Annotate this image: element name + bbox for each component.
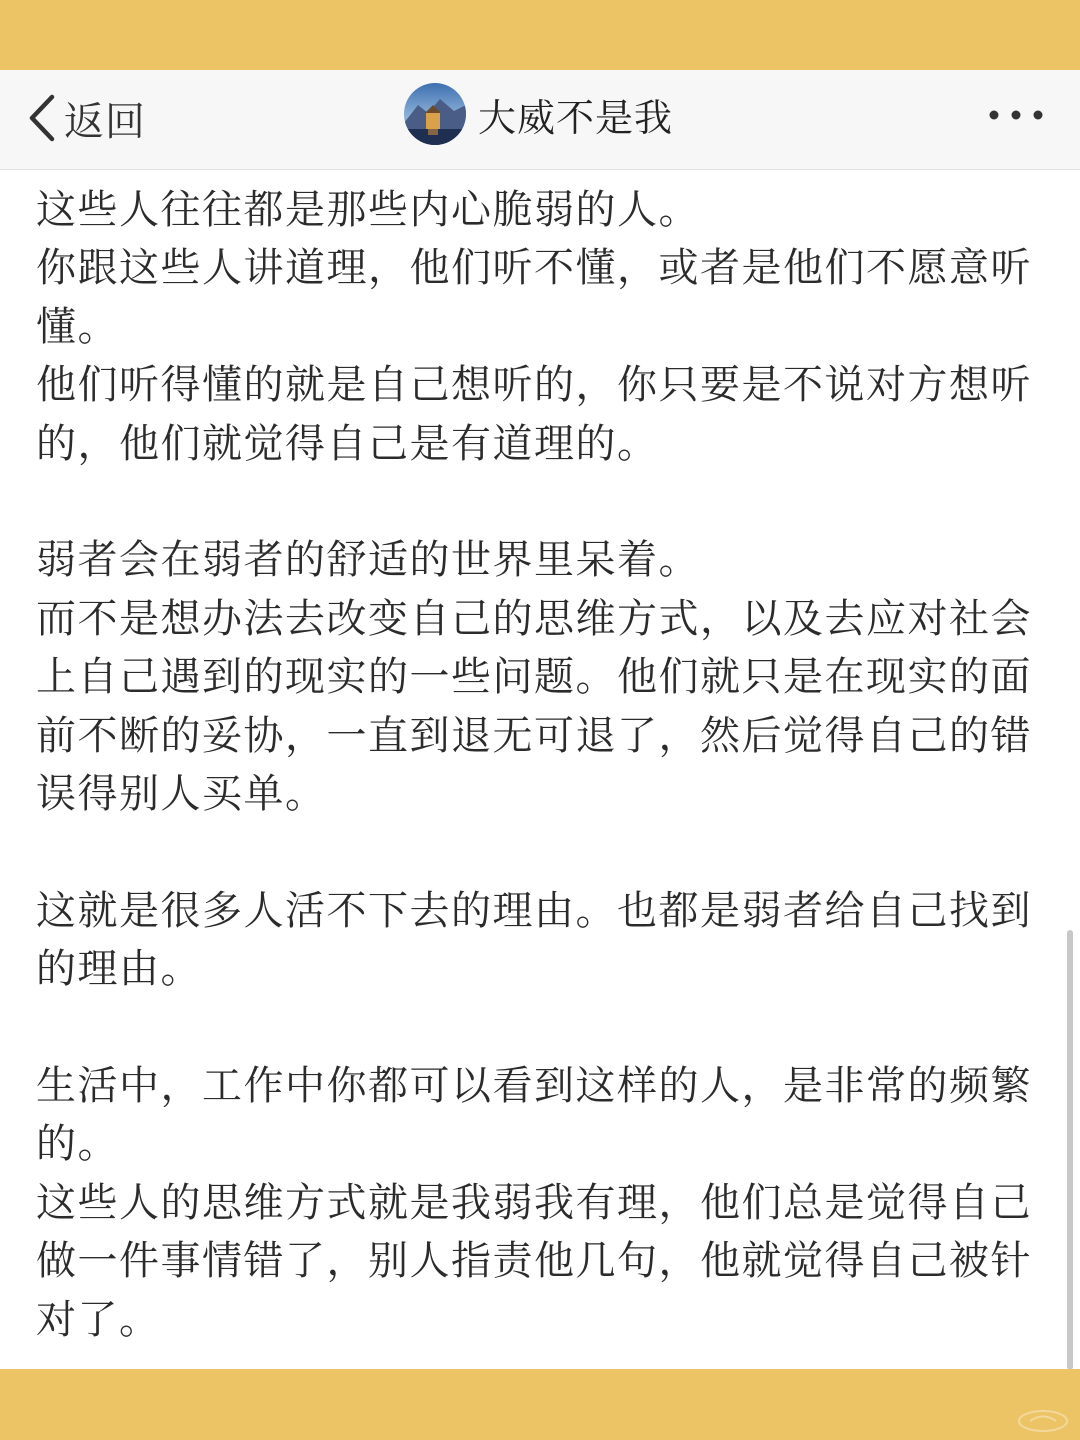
chevron-left-icon: [26, 93, 60, 143]
top-decorative-band: [0, 0, 1080, 70]
navigation-bar: [0, 70, 1080, 170]
paragraph: 弱者会在弱者的舒适的世界里呆着。: [36, 537, 700, 584]
spacer: [36, 823, 1036, 881]
spacer: [36, 473, 1036, 531]
nav-title: 大威不是我: [478, 95, 674, 140]
back-label: 返回: [64, 98, 146, 145]
watermark-icon: [1016, 1408, 1070, 1434]
profile-header[interactable]: [404, 83, 673, 145]
paragraph: 你跟这些人讲道理，他们听不懂，或者是他们不愿意听懂。: [36, 245, 1032, 350]
paragraph: 他们听得懂的就是自己想听的，你只要是不说对方想听的，他们就觉得自己是有道理的。: [36, 362, 1032, 467]
bottom-decorative-band: [0, 1369, 1080, 1440]
paragraph: 而不是想办法去改变自己的思维方式，以及去应对社会上自己遇到的现实的一些问题。他们就只是在现实的面前不断的妥协，一直到退无可退了，然后觉得自己的错误得别人买单。: [36, 595, 1032, 818]
avatar[interactable]: [404, 83, 466, 145]
spacer: [36, 999, 1036, 1057]
back-button[interactable]: [26, 88, 146, 148]
paragraph: 生活中，工作中你都可以看到这样的人，是非常的频繁的。: [36, 1063, 1032, 1168]
paragraph: 这就是很多人活不下去的理由。也都是弱者给自己找到的理由。: [36, 887, 1032, 993]
paragraph: 这些人往往都是那些内心脆弱的人。: [36, 187, 700, 233]
scrollbar[interactable]: [1067, 930, 1073, 1370]
more-button[interactable]: [984, 100, 1050, 130]
paragraph: 这些人的思维方式就是我弱我有理，他们总是觉得自己做一件事情错了，别人指责他几句，他就觉得自己被针对了。: [36, 1179, 1032, 1343]
more-horizontal-icon: [984, 115, 1050, 134]
post-content: [36, 181, 1036, 1349]
